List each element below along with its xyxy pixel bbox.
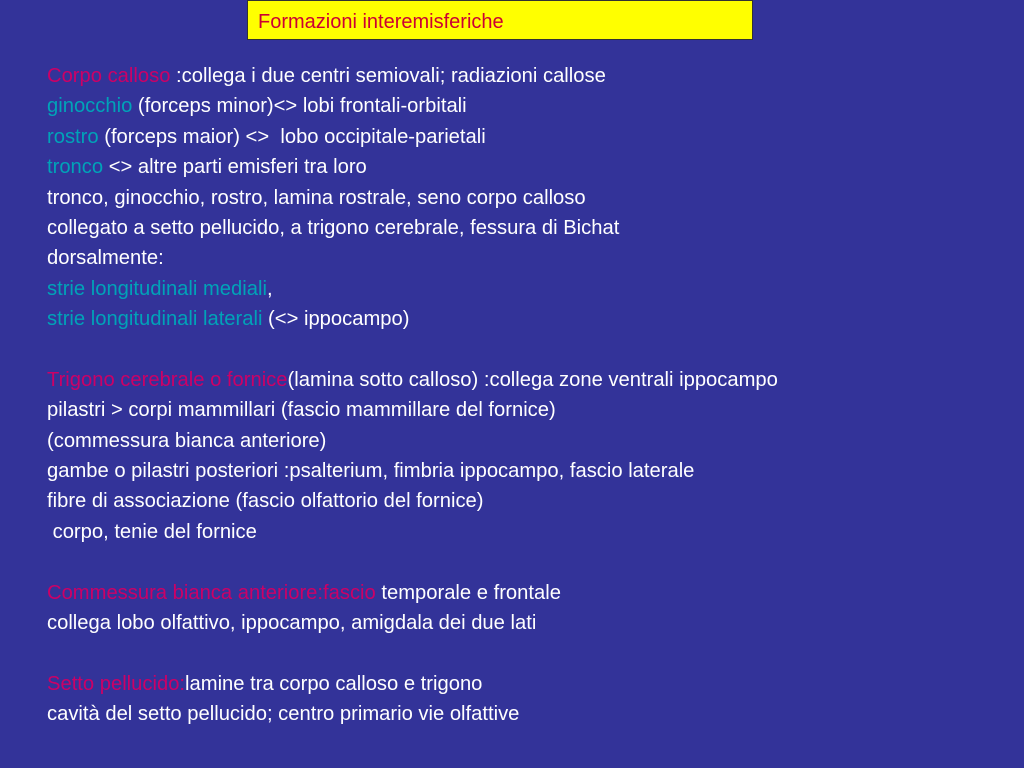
line-text: collega lobo olfattivo, ippocampo, amigdala dei due lati bbox=[47, 612, 537, 635]
text-line bbox=[47, 61, 1017, 91]
line-text: collegato a setto pellucido, a trigono cerebrale, fessura di Bichat bbox=[47, 216, 620, 239]
key-term: ginocchio bbox=[47, 95, 133, 118]
line-text: pilastri > corpi mammillari (fascio mammillare del fornice) bbox=[47, 399, 556, 422]
line-text: corpo, tenie del fornice bbox=[47, 520, 257, 543]
title-box bbox=[247, 0, 753, 40]
section-heading: Trigono cerebrale o fornice bbox=[47, 368, 288, 391]
key-term: strie longitudinali mediali bbox=[47, 277, 267, 300]
line-text: (forceps maior) <> lobo occipitale-parietali bbox=[98, 125, 486, 148]
line-text: lamine tra corpo calloso e trigono bbox=[185, 672, 483, 695]
line-text: (<> ippocampo) bbox=[262, 308, 410, 331]
text-line bbox=[47, 517, 1017, 547]
section-heading: Corpo calloso bbox=[47, 65, 171, 87]
line-text: (commessura bianca anteriore) bbox=[47, 429, 327, 452]
text-line bbox=[47, 213, 1017, 243]
text-line bbox=[47, 91, 1017, 121]
line-text: gambe o pilastri posteriori :psalterium, fimbria ippocampo, fascio laterale bbox=[47, 460, 695, 483]
text-line bbox=[47, 699, 1017, 729]
key-term: strie longitudinali laterali bbox=[47, 308, 263, 331]
text-line bbox=[47, 486, 1017, 516]
line-text: dorsalmente: bbox=[47, 247, 164, 270]
text-line bbox=[47, 152, 1017, 182]
section-heading: Commessura bianca anteriore:fascio bbox=[47, 581, 376, 604]
line-text: (forceps minor)<> lobi frontali-orbitali bbox=[132, 95, 467, 118]
line-text: :collega i due centri semiovali; radiazioni callose bbox=[170, 65, 606, 87]
line-text: tronco, ginocchio, rostro, lamina rostrale, seno corpo calloso bbox=[47, 186, 586, 209]
key-term: tronco bbox=[47, 156, 104, 179]
text-line bbox=[47, 183, 1017, 213]
line-text: (lamina sotto calloso) :collega zone ventrali ippocampo bbox=[287, 368, 778, 391]
line-text: <> altre parti emisferi tra loro bbox=[103, 156, 367, 179]
line-text: cavità del setto pellucido; centro primario vie olfattive bbox=[47, 703, 520, 726]
key-term: rostro bbox=[47, 125, 99, 148]
text-line bbox=[47, 243, 1017, 273]
text-line bbox=[47, 122, 1017, 152]
text-line bbox=[47, 304, 1017, 334]
blank-line bbox=[47, 638, 1017, 668]
text-line bbox=[47, 608, 1017, 638]
text-line bbox=[47, 426, 1017, 456]
text-line bbox=[47, 669, 1017, 699]
section-heading: Setto pellucido: bbox=[47, 672, 186, 695]
blank-line bbox=[47, 335, 1017, 365]
text-line bbox=[47, 395, 1017, 425]
line-text: temporale e frontale bbox=[375, 581, 561, 604]
text-line bbox=[47, 578, 1017, 608]
text-line bbox=[47, 365, 1017, 395]
text-line bbox=[47, 456, 1017, 486]
line-text: , bbox=[266, 277, 273, 300]
slide-title: Formazioni interemisferiche bbox=[258, 11, 504, 33]
line-text: fibre di associazione (fascio olfattorio del fornice) bbox=[47, 490, 484, 513]
text-line bbox=[47, 274, 1017, 304]
slide-body bbox=[47, 61, 1017, 730]
blank-line bbox=[47, 547, 1017, 577]
